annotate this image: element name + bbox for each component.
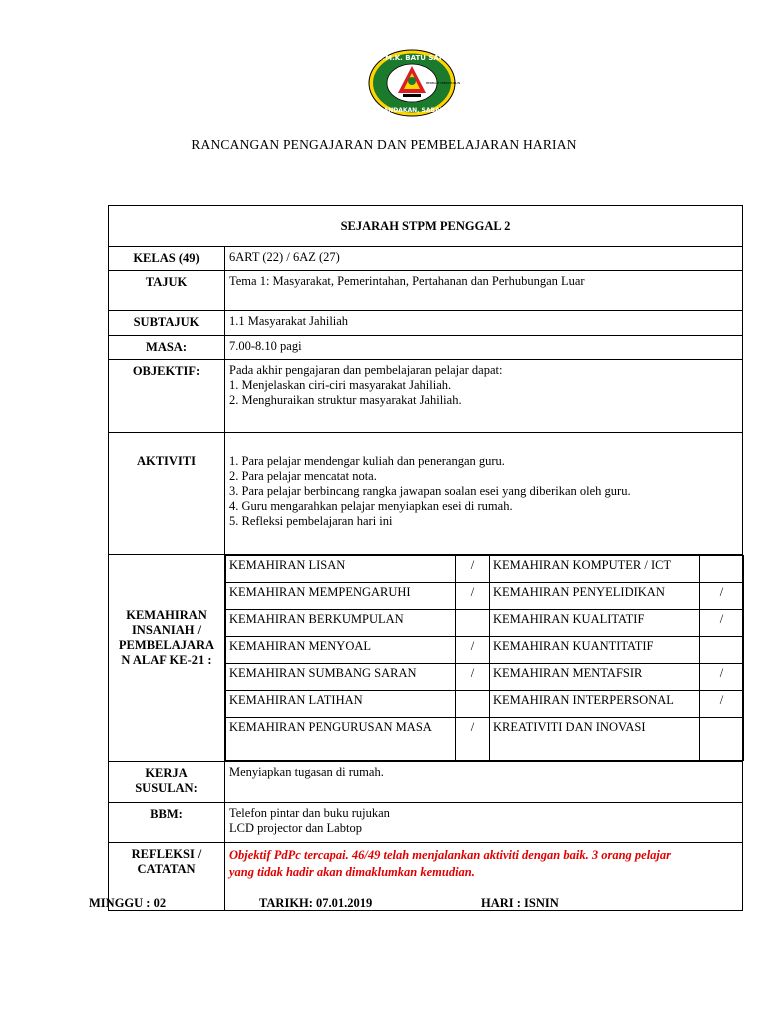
skill-row [226,637,744,664]
skill-left-name: KEMAHIRAN LATIHAN [226,691,456,718]
skill-right-mark: / [700,664,744,691]
row-tajuk [109,271,743,311]
bbm-line: Telefon pintar dan buku rujukan [229,806,390,820]
skill-left-mark: / [456,718,490,761]
label-kelas: KELAS (49) [109,247,225,271]
label-bbm: BBM: [109,803,225,843]
crest-school-name: S.M.K. BATU SAPI [377,54,447,62]
row-bbm [109,803,743,843]
kemahiran-label-line: PEMBELAJARA [118,638,215,652]
skill-right-mark: / [700,610,744,637]
row-masa [109,336,743,360]
skill-left-name: KEMAHIRAN PENGURUSAN MASA [226,718,456,761]
subject-heading: SEJARAH STPM PENGGAL 2 [109,206,743,247]
skills-grid-cell [225,555,743,762]
skill-right-mark: / [700,691,744,718]
aktiviti-line: 1. Para pelajar mendengar kuliah dan penerangan guru. [229,454,505,468]
kerja-label-line: SUSULAN: [135,781,198,795]
skill-row [226,664,744,691]
skill-left-name: KEMAHIRAN MENYOAL [226,637,456,664]
row-subtajuk [109,311,743,336]
skill-left-name: KEMAHIRAN LISAN [226,556,456,583]
label-tajuk: TAJUK [109,271,225,311]
school-crest-logo [368,49,461,117]
row-objektif [109,360,743,433]
skill-left-name: KEMAHIRAN BERKUMPULAN [226,610,456,637]
skill-right-mark [700,556,744,583]
row-kelas [109,247,743,271]
value-kelas: 6ART (22) / 6AZ (27) [225,247,743,271]
skill-right-mark: / [700,583,744,610]
crest-location: SANDAKAN, SABAH [379,107,445,114]
kemahiran-label-line: INSANIAH / [131,623,202,637]
skill-left-name: KEMAHIRAN SUMBANG SARAN [226,664,456,691]
row-kerja-susulan [109,762,743,803]
value-tajuk: Tema 1: Masyarakat, Pemerintahan, Pertahanan dan Perhubungan Luar [225,271,743,311]
refleksi-line: yang tidak hadir akan dimaklumkan kemudian. [229,865,475,879]
skill-right-name: KEMAHIRAN KUANTITATIF [490,637,700,664]
footer-minggu: MINGGU : 02 [89,896,167,910]
skill-right-name: KEMAHIRAN KUALITATIF [490,610,700,637]
aktiviti-line: 3. Para pelajar berbincang rangka jawapan soalan esei yang diberikan oleh guru. [229,484,631,498]
skill-row [226,691,744,718]
value-objektif [225,360,743,433]
skill-left-mark [456,691,490,718]
aktiviti-line: 4. Guru mengarahkan pelajar menyiapkan esei di rumah. [229,499,513,513]
value-masa: 7.00-8.10 pagi [225,336,743,360]
label-kerja-susulan [109,762,225,803]
value-bbm [225,803,743,843]
objektif-line: Pada akhir pengajaran dan pembelajaran pelajar dapat: [229,363,503,377]
skill-right-name: KEMAHIRAN KOMPUTER / ICT [490,556,700,583]
label-kemahiran [109,555,225,762]
skill-row [226,556,744,583]
value-aktiviti [225,433,743,555]
footer-tarikh: TARIKH: 07.01.2019 [259,896,373,910]
label-aktiviti: AKTIVITI [109,433,225,555]
label-masa: MASA: [109,336,225,360]
value-subtajuk: 1.1 Masyarakat Jahiliah [225,311,743,336]
row-kemahiran [109,555,743,762]
objektif-line: 2. Menghuraikan struktur masyarakat Jahiliah. [229,393,462,407]
skill-right-name: KEMAHIRAN INTERPERSONAL [490,691,700,718]
skill-left-mark: / [456,556,490,583]
skill-left-name: KEMAHIRAN MEMPENGARUHI [226,583,456,610]
kemahiran-label-line: N ALAF KE-21 : [121,653,212,667]
row-refleksi [109,843,743,911]
label-objektif: OBJEKTIF: [109,360,225,433]
skill-row [226,583,744,610]
footer-hari: HARI : ISNIN [481,896,559,910]
document-title: RANCANGAN PENGAJARAN DAN PEMBELAJARAN HARIAN [191,137,577,152]
skill-row [226,610,744,637]
objektif-line: 1. Menjelaskan ciri-ciri masyarakat Jahiliah. [229,378,452,392]
bbm-line: LCD projector dan Labtop [229,821,362,835]
refleksi-label-line: CATATAN [137,862,196,876]
skill-left-mark: / [456,583,490,610]
aktiviti-line: 2. Para pelajar mencatat nota. [229,469,377,483]
label-subtajuk: SUBTAJUK [109,311,225,336]
row-aktiviti [109,433,743,555]
refleksi-line: Objektif PdPc tercapai. 46/49 telah menjalankan aktiviti dengan baik. 3 orang pelajar [229,848,672,862]
skill-right-name: KREATIVITI DAN INOVASI [490,718,700,761]
skill-right-mark [700,637,744,664]
crest-motto: BERBAKTI BERDISIPLIN [426,81,461,85]
value-kerja-susulan: Menyiapkan tugasan di rumah. [225,762,743,803]
kerja-label-line: KERJA [145,766,188,780]
skill-left-mark: / [456,664,490,691]
skill-left-mark: / [456,637,490,664]
skill-left-mark [456,610,490,637]
lesson-plan-table [108,205,743,911]
refleksi-label-line: REFLEKSI / [131,847,202,861]
skill-right-name: KEMAHIRAN PENYELIDIKAN [490,583,700,610]
skills-grid [225,555,744,761]
kemahiran-label-line: KEMAHIRAN [126,608,207,622]
skill-right-name: KEMAHIRAN MENTAFSIR [490,664,700,691]
skill-row [226,718,744,761]
aktiviti-line: 5. Refleksi pembelajaran hari ini [229,514,393,528]
skill-right-mark [700,718,744,761]
